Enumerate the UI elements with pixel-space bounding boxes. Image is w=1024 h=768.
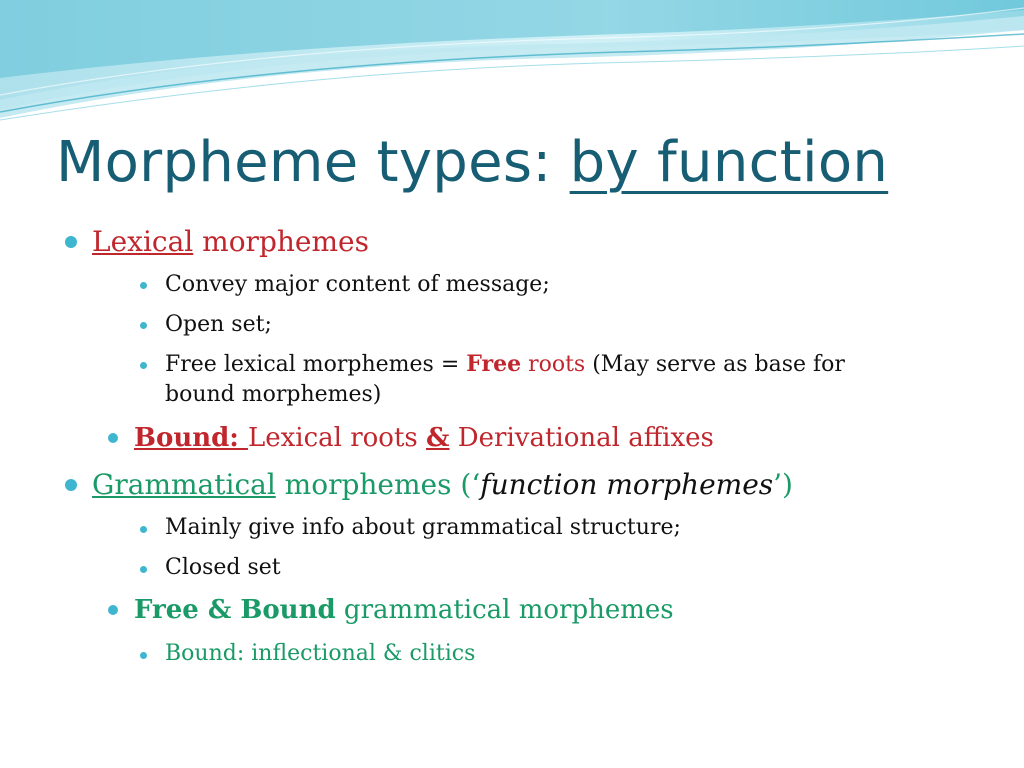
grammatical-subitem: Closed set bbox=[165, 555, 281, 580]
bullet-icon bbox=[108, 433, 118, 443]
bullet-icon bbox=[65, 236, 77, 248]
free-bound-rest: grammatical morphemes bbox=[335, 595, 674, 625]
free-lexical-note: (May serve as base for bbox=[585, 352, 845, 377]
ampersand: & bbox=[426, 423, 450, 453]
free-bound-label: Free & Bound bbox=[134, 595, 336, 625]
free-bold: Free bbox=[466, 351, 522, 377]
bullet-icon bbox=[140, 652, 147, 659]
bound-lexical-item bbox=[134, 422, 714, 454]
lexical-subitem: Convey major content of message; bbox=[165, 272, 550, 297]
grammatical-heading bbox=[92, 468, 793, 502]
bullet-icon bbox=[65, 479, 77, 491]
lexical-rest: morphemes bbox=[193, 225, 369, 258]
free-lexical-text: Free lexical morphemes = bbox=[165, 352, 467, 377]
lexical-subitem: Open set; bbox=[165, 312, 272, 337]
title-text: Morpheme types: bbox=[56, 130, 570, 195]
free-lexical-item bbox=[165, 350, 845, 379]
function-morphemes-text: function morphemes bbox=[480, 468, 774, 501]
free-bound-item bbox=[134, 594, 674, 626]
lexical-word: Lexical bbox=[92, 225, 194, 258]
title-underlined: by function bbox=[569, 130, 889, 195]
bullet-icon bbox=[140, 566, 147, 573]
grammatical-close: ’) bbox=[773, 468, 793, 501]
bullet-icon bbox=[140, 526, 147, 533]
slide-title bbox=[56, 128, 888, 198]
roots-text: roots bbox=[521, 352, 586, 377]
derivational-text: Derivational affixes bbox=[449, 423, 714, 453]
lexical-heading bbox=[92, 225, 369, 259]
grammatical-subitem: Mainly give info about grammatical structure; bbox=[165, 515, 681, 540]
bound-inflectional-item: Bound: inflectional & clitics bbox=[165, 641, 476, 666]
bullet-icon bbox=[140, 322, 147, 329]
bullet-icon bbox=[140, 282, 147, 289]
lexical-roots-text: Lexical roots bbox=[247, 423, 427, 453]
bullet-icon bbox=[108, 605, 118, 615]
bound-label: Bound: bbox=[134, 423, 248, 453]
grammatical-rest: morphemes (‘ bbox=[275, 468, 481, 501]
bullet-icon bbox=[140, 362, 147, 369]
free-lexical-item-line2: bound morphemes) bbox=[165, 382, 382, 407]
grammatical-word: Grammatical bbox=[92, 468, 276, 501]
